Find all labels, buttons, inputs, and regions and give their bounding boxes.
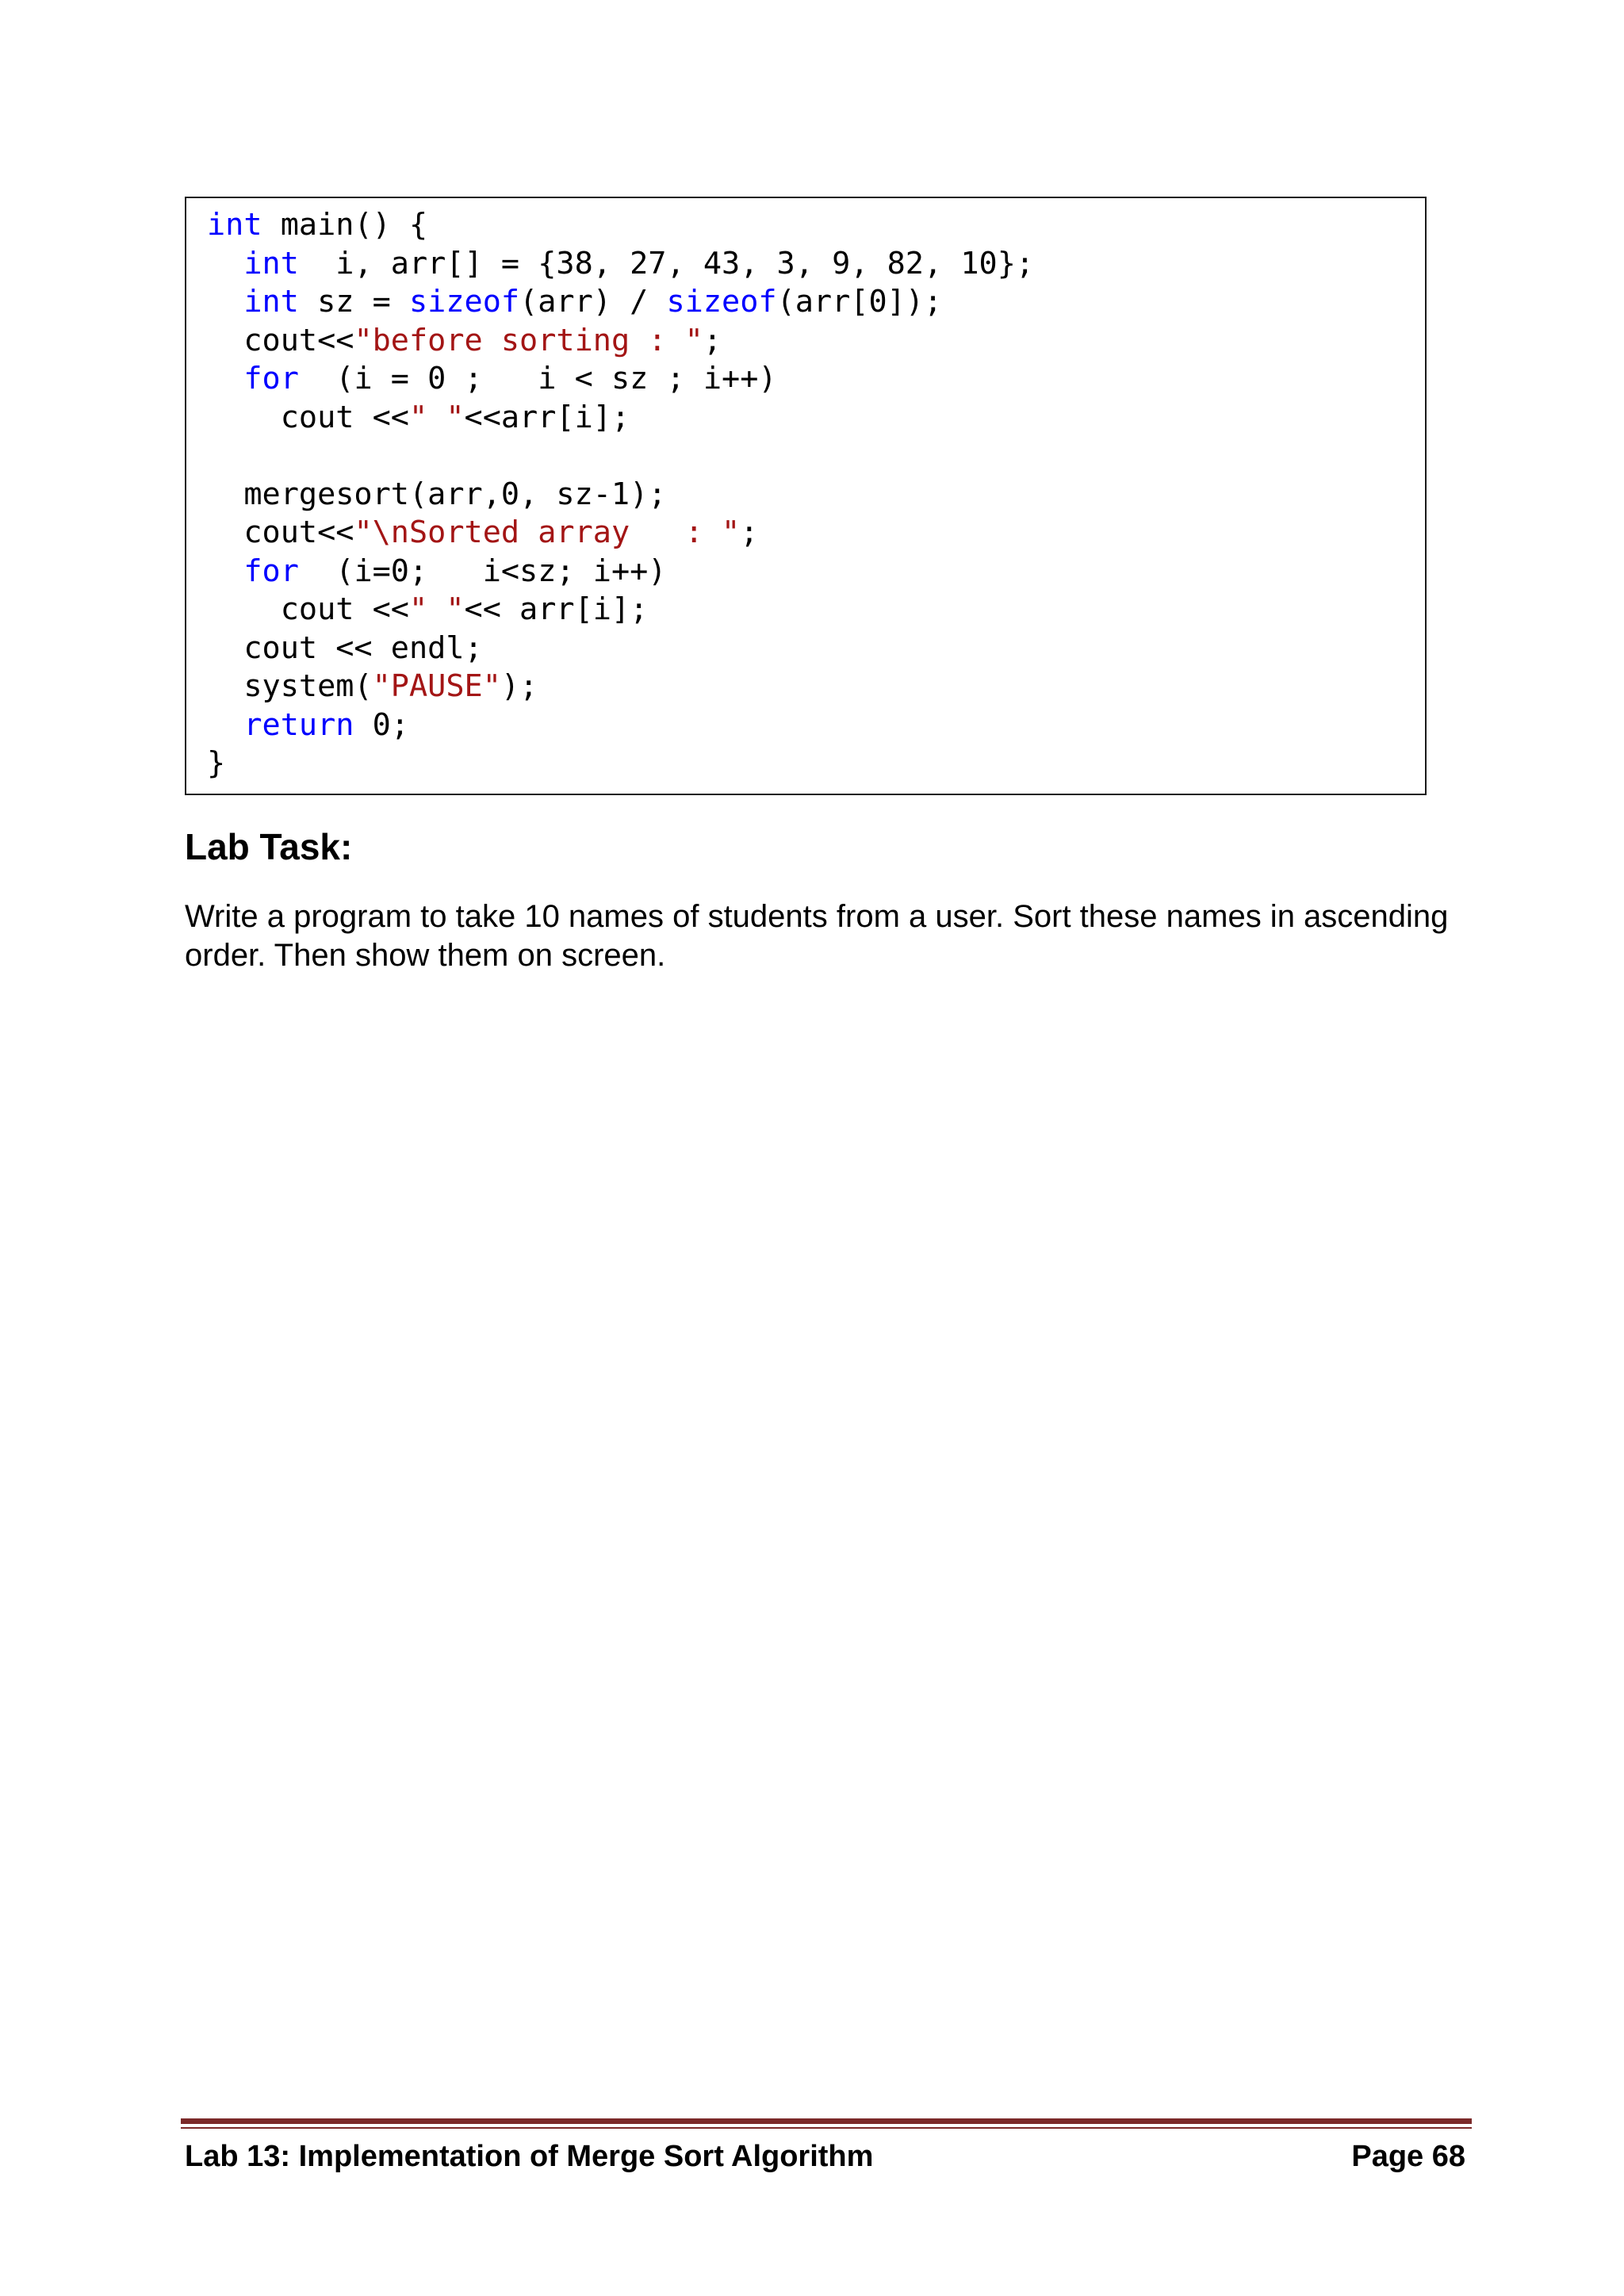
code-text [207, 246, 243, 281]
code-line [207, 206, 1425, 245]
code-text: i, arr[] = {38, 27, 43, 3, 9, 82, 10}; [298, 245, 1035, 281]
code-line [207, 591, 1425, 629]
code-text [207, 553, 243, 589]
code-text: (arr) / [519, 284, 667, 320]
code-line [207, 744, 1425, 783]
code-text [207, 284, 243, 320]
code-text: (arr[0]); [776, 284, 943, 320]
code-string: "before sorting : " [354, 322, 703, 358]
code-text: (i = 0 ; i < sz ; i++) [298, 361, 777, 396]
code-keyword: for [243, 553, 299, 589]
code-text: ; [703, 322, 722, 358]
code-text: (i=0; i<sz; i++) [298, 553, 667, 589]
code-text: cout<< [207, 515, 354, 550]
code-text: 0; [354, 706, 409, 743]
code-line [207, 399, 1425, 438]
code-keyword: sizeof [666, 284, 777, 320]
code-text: ); [500, 668, 538, 704]
code-text: cout << [207, 399, 409, 435]
lab-task-heading: Lab Task: [185, 826, 353, 867]
code-text: << arr[i]; [464, 591, 649, 627]
footer-lab-title: Lab 13: Implementation of Merge Sort Algorithm [185, 2140, 874, 2173]
code-keyword: int [243, 245, 299, 281]
code-text: main() { [262, 207, 428, 243]
code-text: cout << [207, 591, 409, 627]
lab-task-description: Write a program to take 10 names of students from a user. Sort these names in ascending order. Then show them on screen. [185, 899, 1449, 973]
code-text: cout << endl; [207, 629, 483, 666]
footer-rule [181, 2118, 1472, 2124]
code-listing [185, 197, 1427, 795]
code-keyword: int [207, 207, 262, 243]
footer-page-number: Page 68 [1351, 2140, 1465, 2173]
code-text [207, 361, 243, 396]
code-text: <<arr[i]; [464, 399, 630, 435]
code-line [207, 629, 1425, 668]
code-line [207, 322, 1425, 361]
code-line [207, 360, 1425, 399]
code-keyword: int [243, 284, 299, 320]
code-line [207, 245, 1425, 284]
code-line [207, 514, 1425, 553]
code-line [207, 476, 1425, 515]
code-string: " " [408, 399, 465, 435]
code-text [207, 707, 243, 743]
code-line [207, 553, 1425, 591]
code-text: ; [740, 515, 759, 550]
code-string: "PAUSE" [372, 668, 501, 704]
code-text: } [207, 745, 226, 781]
code-line [207, 668, 1425, 706]
code-line [207, 706, 1425, 745]
code-keyword: return [243, 706, 354, 743]
code-string: " " [408, 591, 465, 627]
code-text: mergesort(arr,0, sz-1); [207, 476, 667, 512]
code-text: sz = [298, 284, 409, 320]
code-keyword: sizeof [408, 284, 520, 320]
code-text: system( [207, 668, 373, 704]
code-string: "\nSorted array : " [354, 515, 741, 550]
footer-rule-thin [181, 2127, 1472, 2129]
code-line [207, 437, 1425, 476]
code-keyword: for [243, 361, 299, 396]
code-text: cout<< [207, 322, 354, 358]
code-line [207, 283, 1425, 322]
